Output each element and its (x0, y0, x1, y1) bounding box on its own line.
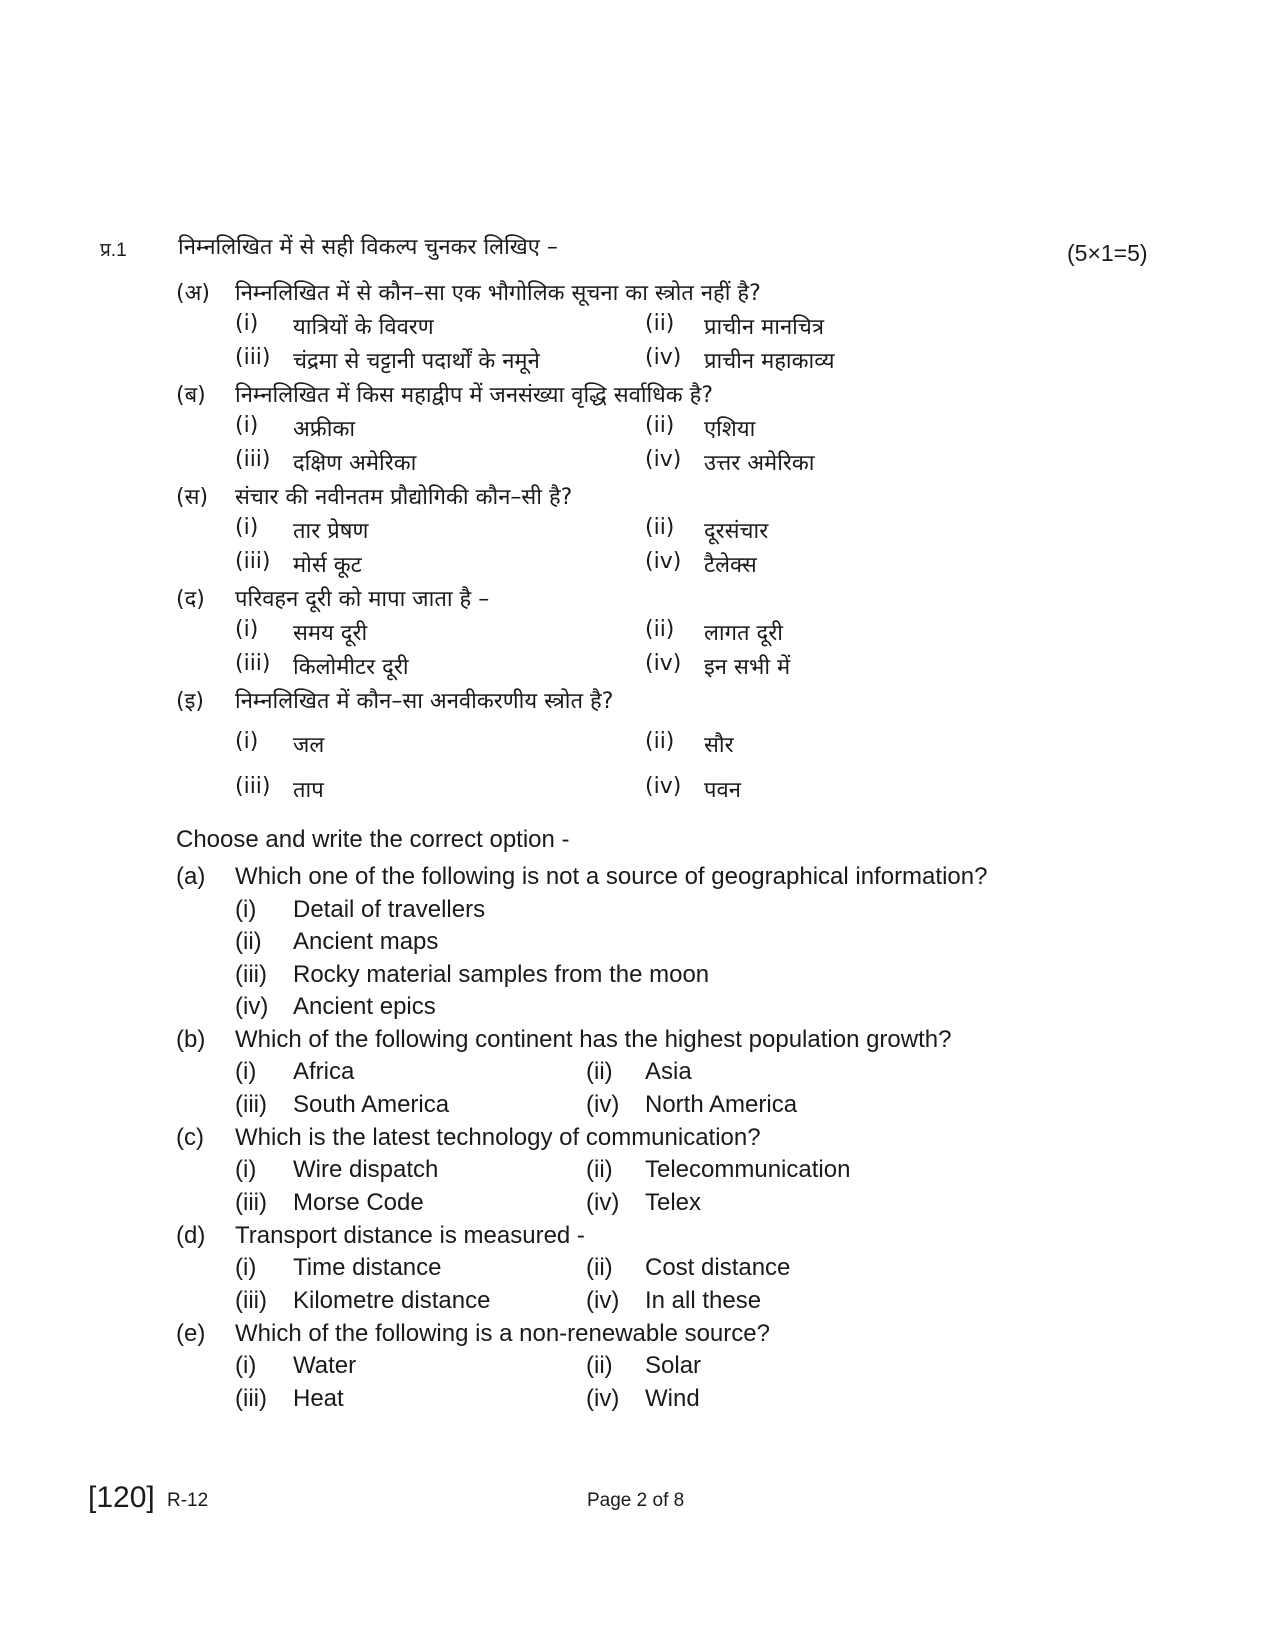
option-number: (iv) (645, 651, 682, 676)
english-question-text: Which of the following continent has the highest population growth? (235, 1026, 952, 1053)
option-text: Wire dispatch (293, 1156, 439, 1183)
option-number: (ii) (586, 1352, 613, 1379)
hindi-question-label: (अ) (176, 281, 210, 306)
option-number: (i) (235, 1352, 257, 1379)
option-number: (ii) (645, 515, 675, 540)
english-instruction: Choose and write the correct option - (176, 826, 570, 853)
option-number: (iii) (235, 774, 271, 799)
option-text: यात्रियों के विवरण (293, 315, 434, 340)
option-text: Kilometre distance (293, 1287, 491, 1314)
option-text: In all these (645, 1287, 762, 1314)
option-number: (iv) (586, 1385, 620, 1412)
option-text: इन सभी में (704, 655, 791, 680)
option-number: (iii) (235, 651, 271, 676)
option-number: (iv) (586, 1189, 620, 1216)
option-text: किलोमीटर दूरी (293, 655, 409, 680)
hindi-question-text: परिवहन दूरी को मापा जाता है – (235, 587, 490, 612)
english-question-text: Which is the latest technology of communication? (235, 1124, 761, 1151)
option-text: Wind (645, 1385, 700, 1412)
option-text: उत्तर अमेरिका (704, 451, 815, 476)
option-number: (i) (235, 617, 259, 642)
option-number: (iv) (586, 1287, 620, 1314)
hindi-question-label: (द) (176, 587, 205, 612)
option-text: दूरसंचार (704, 519, 769, 544)
option-number: (i) (235, 413, 259, 438)
hindi-question-text: निम्नलिखित में किस महाद्वीप में जनसंख्या वृद्धि सर्वाधिक है? (235, 383, 714, 408)
option-number: (ii) (645, 311, 675, 336)
option-text: Heat (293, 1385, 344, 1412)
option-text: जल (293, 733, 325, 758)
option-number: (i) (235, 515, 259, 540)
option-number: (ii) (586, 1156, 613, 1183)
option-number: (ii) (645, 729, 675, 754)
hindi-question-label: (ब) (176, 383, 206, 408)
option-number: (iii) (235, 447, 271, 472)
option-number: (ii) (586, 1058, 613, 1085)
option-number: (ii) (586, 1254, 613, 1281)
option-text: प्राचीन मानचित्र (704, 315, 824, 340)
option-number: (iii) (235, 1385, 267, 1412)
option-text: अफ्रीका (293, 417, 356, 442)
option-number: (iii) (235, 1091, 267, 1118)
hindi-question-label: (स) (176, 485, 209, 510)
english-question-text: Which of the following is a non-renewable source? (235, 1320, 770, 1347)
option-number: (ii) (645, 617, 675, 642)
page-number: Page 2 of 8 (587, 1490, 685, 1511)
option-text: Rocky material samples from the moon (293, 961, 710, 988)
english-question-label: (c) (176, 1124, 204, 1151)
hindi-question-text: निम्नलिखित में कौन–सा अनवीकरणीय स्त्रोत है? (235, 689, 614, 714)
option-text: North America (645, 1091, 798, 1118)
option-text: मोर्स कूट (293, 553, 362, 578)
option-text: Morse Code (293, 1189, 424, 1216)
option-number: (i) (235, 729, 259, 754)
option-text: तार प्रेषण (293, 519, 369, 544)
hindi-question-label: (इ) (176, 689, 204, 714)
option-text: Time distance (293, 1254, 442, 1281)
option-number: (iv) (645, 447, 682, 472)
option-text: Telex (645, 1189, 702, 1216)
question-number: प्र.1 (100, 240, 127, 261)
option-text: Water (293, 1352, 357, 1379)
english-question-label: (e) (176, 1320, 206, 1347)
option-text: सौर (704, 733, 734, 758)
option-text: Ancient epics (293, 993, 436, 1020)
option-number: (iii) (235, 1189, 267, 1216)
english-question-label: (b) (176, 1026, 206, 1053)
option-number: (ii) (235, 928, 262, 955)
english-question-label: (a) (176, 863, 206, 890)
option-number: (iii) (235, 345, 271, 370)
english-question-text: Which one of the following is not a source of geographical information? (235, 863, 988, 890)
option-text: चंद्रमा से चट्टानी पदार्थों के नमूने (293, 349, 540, 374)
paper-series: R-12 (167, 1490, 209, 1511)
option-number: (ii) (645, 413, 675, 438)
paper-code: [120] (88, 1481, 155, 1514)
option-text: पवन (704, 778, 741, 803)
option-text: एशिया (704, 417, 756, 442)
option-text: Cost distance (645, 1254, 791, 1281)
option-text: South America (293, 1091, 450, 1118)
option-text: Ancient maps (293, 928, 439, 955)
option-number: (iii) (235, 1287, 267, 1314)
option-number: (iv) (645, 549, 682, 574)
hindi-question-text: निम्नलिखित में से कौन–सा एक भौगोलिक सूचना का स्त्रोत नहीं है? (235, 281, 761, 306)
option-text: Telecommunication (645, 1156, 851, 1183)
english-question-label: (d) (176, 1222, 206, 1249)
option-text: टैलेक्स (704, 553, 757, 578)
option-number: (i) (235, 1058, 257, 1085)
option-text: Detail of travellers (293, 896, 486, 923)
option-text: दक्षिण अमेरिका (293, 451, 417, 476)
option-number: (iii) (235, 549, 271, 574)
option-number: (i) (235, 896, 257, 923)
option-number: (i) (235, 311, 259, 336)
option-number: (i) (235, 1156, 257, 1183)
option-number: (iv) (235, 993, 269, 1020)
option-text: Solar (645, 1352, 702, 1379)
option-text: समय दूरी (293, 621, 368, 646)
hindi-question-text: संचार की नवीनतम प्रौद्योगिकी कौन–सी है? (235, 485, 573, 510)
option-number: (iii) (235, 961, 267, 988)
option-text: लागत दूरी (704, 621, 783, 646)
marks-allocation: (5×1=5) (1067, 240, 1148, 266)
option-text: प्राचीन महाकाव्य (704, 349, 835, 374)
option-text: ताप (293, 778, 324, 803)
option-number: (iv) (645, 774, 682, 799)
hindi-instruction: निम्नलिखित में से सही विकल्प चुनकर लिखिए – (178, 235, 558, 260)
english-question-text: Transport distance is measured - (235, 1222, 585, 1249)
option-text: Africa (293, 1058, 355, 1085)
option-number: (i) (235, 1254, 257, 1281)
option-number: (iv) (586, 1091, 620, 1118)
option-text: Asia (645, 1058, 692, 1085)
option-number: (iv) (645, 345, 682, 370)
